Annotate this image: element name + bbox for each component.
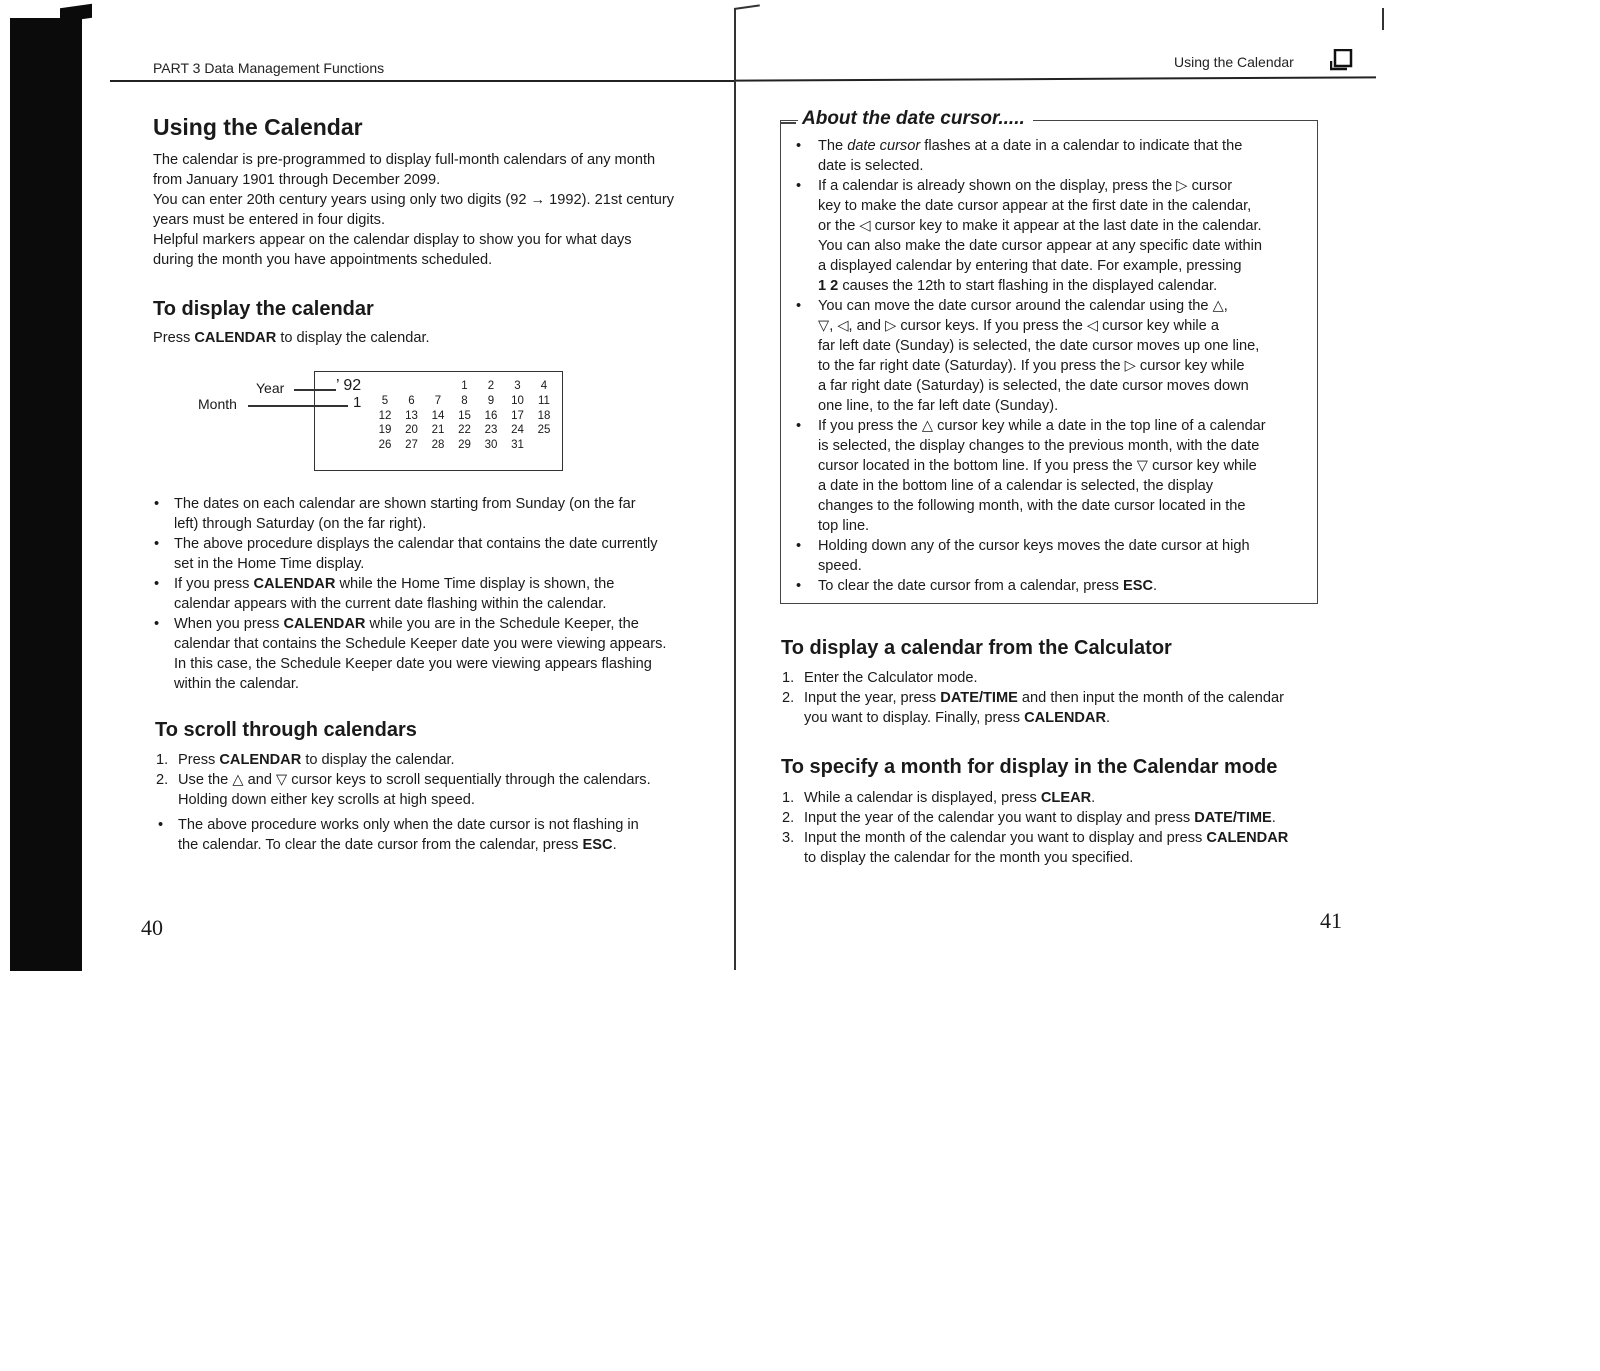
note-text: to the far right date (Saturday). If you press the ▷ cursor key while bbox=[818, 358, 1245, 374]
calendar-day: 15 bbox=[458, 409, 471, 422]
month-heading: To specify a month for display in the Calendar mode bbox=[781, 756, 1278, 778]
note-line: within the calendar. bbox=[174, 676, 299, 692]
left-running-header: PART 3 Data Management Functions bbox=[153, 60, 385, 76]
intro-paragraph bbox=[153, 150, 713, 270]
bullet-glyph: • bbox=[796, 578, 802, 594]
note-line: The above procedure displays the calendar that contains the date currently bbox=[174, 536, 658, 552]
list-item: • The above procedure works only when the date cursor is not flashing in the calendar. To clear the date cursor from the calendar, press ESC. bbox=[154, 815, 714, 855]
note-text: key to make the date cursor appear at the first date in the calendar, bbox=[818, 198, 1252, 214]
note-text: one line, to the far left date (Sunday). bbox=[818, 398, 1059, 414]
calendar-day: 2 bbox=[487, 380, 495, 392]
datetime-key: DATE/TIME bbox=[940, 690, 1018, 706]
left-page-number: 40 bbox=[141, 915, 163, 940]
note-bullet-line bbox=[790, 136, 1310, 156]
list-item bbox=[150, 614, 710, 694]
note-line bbox=[790, 496, 1310, 516]
month-steps bbox=[780, 788, 1335, 868]
calendar-day: 12 bbox=[378, 409, 392, 422]
note-line bbox=[790, 556, 1310, 576]
display-instruction bbox=[153, 328, 430, 348]
bullet-glyph: • bbox=[796, 138, 802, 154]
binding-shadow-top bbox=[60, 4, 92, 22]
note-bullet-line bbox=[790, 576, 1310, 596]
note-line: The dates on each calendar are shown starting from Sunday (on the far bbox=[174, 496, 636, 512]
note-line bbox=[790, 356, 1310, 376]
note-text: When you press bbox=[174, 616, 284, 632]
note-bullet-line bbox=[790, 416, 1310, 436]
step-text: you want to display. Finally, press bbox=[804, 710, 1021, 726]
calendar-day: 18 bbox=[537, 409, 551, 422]
calendar-grid bbox=[375, 380, 560, 465]
note-line bbox=[790, 276, 1310, 296]
list-item: 2. Input the year, press DATE/TIME and then input the month of the calendar you want to display. Finally, press CALENDAR. bbox=[782, 690, 1284, 726]
scroll-heading: To scroll through calendars bbox=[155, 719, 417, 741]
calendar-key: CALENDAR bbox=[1024, 710, 1106, 726]
calendar-day: 9 bbox=[487, 395, 495, 407]
note-text: speed. bbox=[818, 558, 862, 574]
note-text: a displayed calendar by entering that date. For example, pressing bbox=[818, 258, 1242, 274]
calendar-notes bbox=[150, 494, 710, 694]
calendar-day: 3 bbox=[514, 380, 521, 392]
calendar-key: CALENDAR bbox=[283, 616, 366, 632]
note-text: To clear the date cursor from a calendar, press ESC. bbox=[818, 578, 1158, 594]
step-text: and then input the month of the calendar bbox=[1021, 690, 1284, 706]
calendar-day: 14 bbox=[431, 409, 445, 422]
note-body bbox=[790, 136, 1310, 596]
intro-line: Helpful markers appear on the calendar display to show you for what days bbox=[153, 232, 632, 248]
calendar-key: CALENDAR bbox=[194, 330, 277, 346]
note-line bbox=[790, 516, 1310, 536]
calendar-illustration bbox=[190, 368, 570, 478]
calendar-day: 28 bbox=[431, 438, 445, 451]
calendar-display bbox=[314, 371, 563, 471]
display-rest: to display the calendar. bbox=[280, 330, 430, 346]
step-text: Holding down either key scrolls at high speed. bbox=[178, 792, 475, 808]
note-text: a far right date (Saturday) is selected, the date cursor moves down bbox=[818, 378, 1249, 394]
list-item bbox=[150, 574, 710, 614]
note-bullet-line bbox=[790, 296, 1310, 316]
month-label: Month bbox=[198, 396, 237, 412]
year-value: ’ 92 bbox=[336, 377, 362, 394]
step-text: Input the year of the calendar you want to display and press bbox=[804, 810, 1191, 826]
calendar-day: 30 bbox=[484, 438, 498, 451]
list-item bbox=[150, 534, 710, 574]
right-page-number: 41 bbox=[1320, 908, 1342, 933]
calendar-day: 26 bbox=[378, 438, 392, 451]
calendar-day: 25 bbox=[537, 424, 551, 436]
note-line: set in the Home Time display. bbox=[174, 556, 365, 572]
calendar-day: 20 bbox=[405, 424, 418, 436]
note-title: About the date cursor..... bbox=[798, 108, 1033, 130]
note-text: changes to the following month, with the date cursor located in the bbox=[818, 498, 1246, 514]
display-heading: To display the calendar bbox=[153, 298, 374, 320]
note-line bbox=[790, 396, 1310, 416]
intro-line: during the month you have appointments scheduled. bbox=[153, 252, 493, 268]
note-text: The date cursor flashes at a date in a calendar to indicate that the bbox=[818, 138, 1243, 154]
list-item: 2. Input the year of the calendar you want to display and press DATE/TIME. bbox=[782, 810, 1276, 826]
note-line: left) through Saturday (on the far right). bbox=[174, 516, 427, 532]
calendar-day: 29 bbox=[458, 438, 471, 451]
calendar-key: CALENDAR bbox=[253, 576, 336, 592]
display-press: Press bbox=[153, 330, 191, 346]
clear-key: CLEAR bbox=[1040, 790, 1092, 806]
calendar-icon bbox=[1330, 49, 1352, 69]
note-line bbox=[790, 336, 1310, 356]
list-item bbox=[150, 494, 710, 534]
calendar-key: CALENDAR bbox=[1206, 830, 1289, 846]
calendar-day: 17 bbox=[511, 409, 524, 422]
calendar-day: 31 bbox=[511, 438, 524, 451]
page-title: Using the Calendar bbox=[153, 114, 363, 140]
list-item: 1. Press CALENDAR to display the calendar. bbox=[156, 752, 455, 768]
calendar-day: 4 bbox=[540, 380, 548, 392]
datetime-key: DATE/TIME bbox=[1194, 810, 1272, 826]
note-line bbox=[790, 436, 1310, 456]
right-header-rule bbox=[736, 76, 1376, 81]
corner-tick bbox=[1382, 8, 1384, 30]
esc-key: ESC bbox=[582, 837, 613, 853]
note-line bbox=[790, 376, 1310, 396]
note-text: while you are in the Schedule Keeper, the bbox=[365, 616, 639, 632]
note-line bbox=[790, 196, 1310, 216]
note-text: or the ◁ cursor key to make it appear at the last date in the calendar. bbox=[818, 218, 1262, 234]
note-title-rule bbox=[780, 122, 796, 124]
note-text: You can move the date cursor around the calendar using the △, bbox=[818, 298, 1228, 314]
note-line bbox=[790, 456, 1310, 476]
note-text: If a calendar is already shown on the display, press the ▷ cursor bbox=[818, 178, 1233, 194]
note-line bbox=[790, 156, 1310, 176]
note-text: top line. bbox=[818, 518, 870, 534]
note-line bbox=[790, 236, 1310, 256]
calendar-day: 13 bbox=[405, 409, 418, 422]
note-text: is selected, the display changes to the previous month, with the date bbox=[818, 438, 1260, 454]
note-text: Holding down any of the cursor keys moves the date cursor at high bbox=[818, 538, 1250, 554]
calendar-day: 6 bbox=[408, 395, 415, 407]
center-gutter-line bbox=[734, 8, 736, 970]
step-text: to display the calendar for the month you specified. bbox=[804, 850, 1134, 866]
left-header-rule bbox=[110, 80, 734, 82]
list-item: 1. Enter the Calculator mode. bbox=[782, 670, 978, 686]
list-item: 1. While a calendar is displayed, press CLEAR. bbox=[782, 790, 1096, 806]
bullet-glyph: • bbox=[796, 538, 802, 554]
note-text: If you press the △ cursor key while a date in the top line of a calendar bbox=[818, 418, 1266, 434]
step-text: Enter the Calculator mode. bbox=[804, 670, 978, 686]
list-item: 3. Input the month of the calendar you want to display and press CALENDAR to display the calendar for the month you specified. bbox=[782, 830, 1289, 866]
note-text: date is selected. bbox=[818, 158, 924, 174]
calc-heading: To display a calendar from the Calculator bbox=[781, 637, 1172, 659]
note-text: the calendar. To clear the date cursor from the calendar, press bbox=[178, 837, 579, 853]
intro-line: The calendar is pre-programmed to display full-month calendars of any month bbox=[153, 152, 656, 168]
calendar-day: 8 bbox=[461, 395, 468, 407]
bullet-glyph: • bbox=[796, 418, 802, 434]
calendar-day: 19 bbox=[378, 424, 392, 436]
note-text: 1 2 causes the 12th to start flashing in the displayed calendar. bbox=[818, 278, 1218, 294]
step-text: Use the △ and ▽ cursor keys to scroll sequentially through the calendars. bbox=[178, 772, 651, 788]
step-text: to display the calendar. bbox=[305, 752, 455, 768]
note-line: calendar that contains the Schedule Keeper date you were viewing appears. bbox=[174, 636, 667, 652]
calendar-day: 11 bbox=[538, 395, 550, 407]
binding-shadow bbox=[10, 18, 82, 971]
note-text: If you press bbox=[174, 576, 254, 592]
calc-steps bbox=[780, 668, 1330, 728]
step-text: While a calendar is displayed, press bbox=[804, 790, 1037, 806]
year-label: Year bbox=[256, 380, 285, 396]
step-text: Input the month of the calendar you want to display and press bbox=[804, 830, 1203, 846]
note-bullet-line bbox=[790, 176, 1310, 196]
note-line bbox=[790, 316, 1310, 336]
note-bullet-line bbox=[790, 536, 1310, 556]
intro-line: years must be entered in four digits. bbox=[153, 212, 385, 228]
list-item: 2. Use the △ and ▽ cursor keys to scroll sequentially through the calendars. Holding down either key scrolls at high speed. bbox=[156, 772, 651, 808]
calendar-key: CALENDAR bbox=[219, 752, 302, 768]
note-text: ▽, ◁, and ▷ cursor keys. If you press the ◁ cursor key while a bbox=[818, 318, 1219, 334]
note-text: far left date (Sunday) is selected, the date cursor moves up one line, bbox=[818, 338, 1260, 354]
note-text: a date in the bottom line of a calendar is selected, the display bbox=[818, 478, 1214, 494]
note-text: cursor located in the bottom line. If you press the ▽ cursor key while bbox=[818, 458, 1257, 474]
calendar-day: 22 bbox=[458, 424, 471, 436]
calendar-day: 5 bbox=[381, 395, 389, 407]
bullet-glyph: • bbox=[796, 298, 802, 314]
month-value: 1 bbox=[353, 394, 362, 411]
note-line: calendar appears with the current date flashing within the calendar. bbox=[174, 596, 607, 612]
calendar-day: 24 bbox=[511, 424, 524, 436]
center-gutter-hook bbox=[734, 4, 760, 10]
note-line bbox=[790, 216, 1310, 236]
calendar-day: 1 bbox=[461, 380, 468, 392]
step-text: Input the year, press bbox=[804, 690, 937, 706]
calendar-day: 23 bbox=[484, 424, 498, 436]
calendar-day: 27 bbox=[405, 438, 418, 451]
calendar-day: 21 bbox=[431, 424, 445, 436]
intro-line: from January 1901 through December 2099. bbox=[153, 172, 441, 188]
calendar-day: 7 bbox=[434, 395, 442, 407]
calendar-day: 16 bbox=[484, 409, 498, 422]
intro-line: You can enter 20th century years using only two digits (92 → 1992). 21st century bbox=[153, 192, 675, 208]
calendar-day: 10 bbox=[511, 395, 524, 407]
step-text: Press bbox=[178, 752, 216, 768]
note-line: In this case, the Schedule Keeper date you were viewing appears flashing bbox=[174, 656, 652, 672]
bullet-glyph: • bbox=[796, 178, 802, 194]
right-running-header: Using the Calendar bbox=[1174, 54, 1294, 70]
scroll-steps bbox=[154, 750, 714, 810]
note-text: You can also make the date cursor appear at any specific date within bbox=[818, 238, 1263, 254]
note-text: The above procedure works only when the date cursor is not flashing in bbox=[178, 817, 639, 833]
note-line bbox=[790, 256, 1310, 276]
scroll-note bbox=[154, 815, 714, 855]
note-text: while the Home Time display is shown, the bbox=[335, 576, 615, 592]
note-line bbox=[790, 476, 1310, 496]
